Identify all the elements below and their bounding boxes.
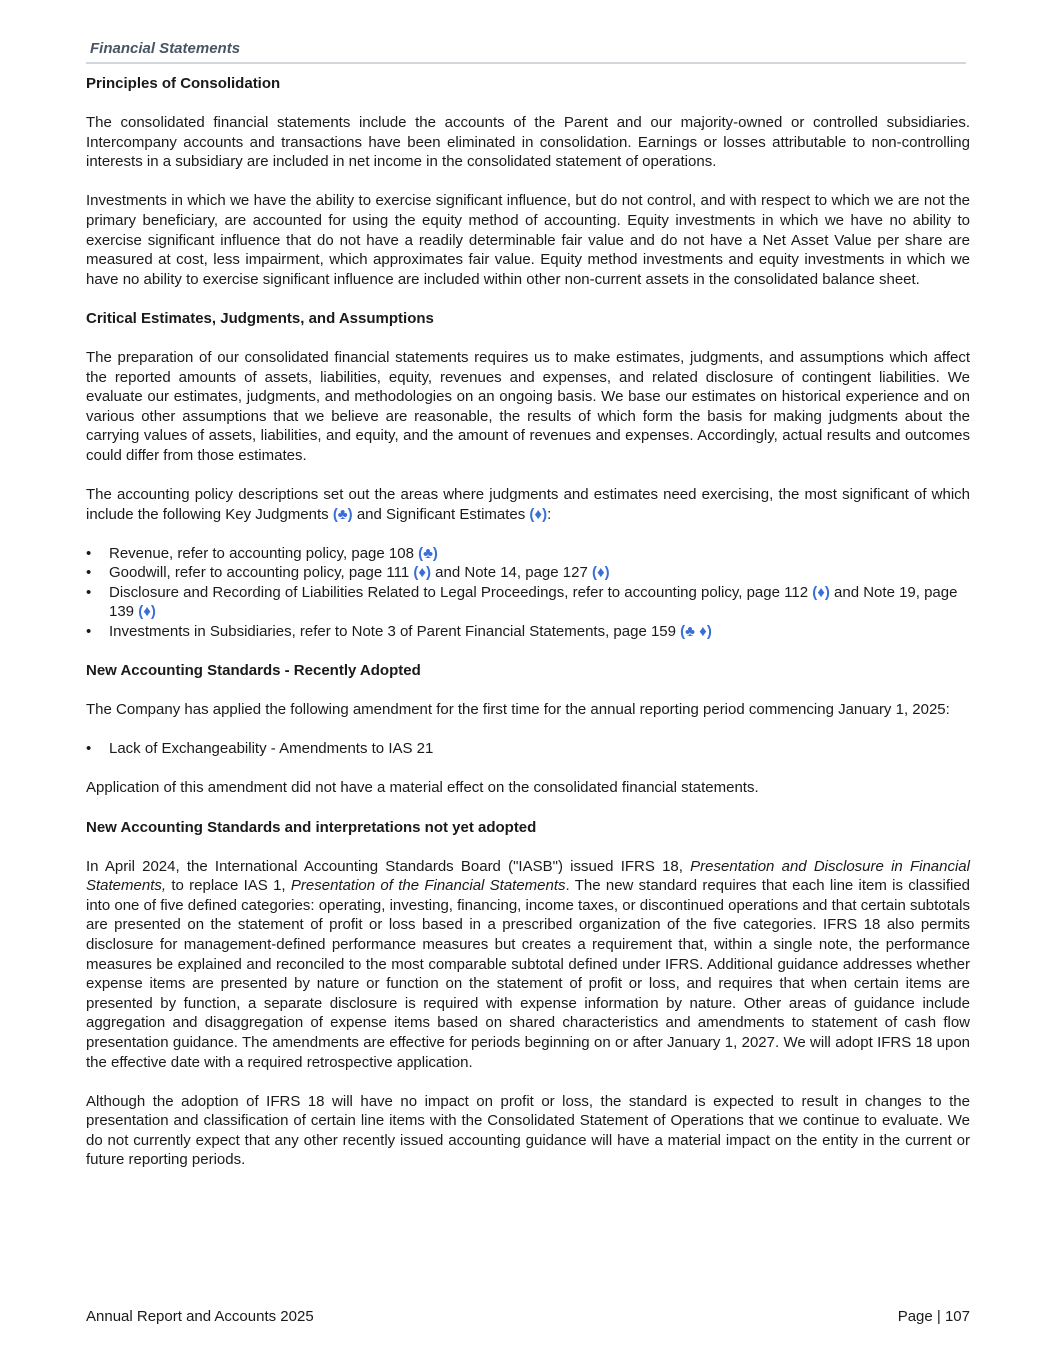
text-run: : [547, 505, 552, 523]
list-item-text: Investments in Subsidiaries, refer to Note 3 of Parent Financial Statements, page 159 [109, 623, 681, 641]
text-run: In April 2024, the International Accounting Standards Board ("IASB") issued IFRS 18, [86, 857, 691, 875]
paragraph: The consolidated financial statements include the accounts of the Parent and our majority-owned or controlled subsidiaries. Intercompany accounts and transactions have been eliminated in consolidation. Earnings or losses attributable to non-controlling interests in a subsidiary are included in net income in the consolidated statement of operations. [86, 114, 970, 171]
key-areas-list [86, 544, 970, 642]
list-item-text: Revenue, refer to accounting policy, page 108 [109, 544, 419, 562]
significant-estimate-marker: (♦) [812, 583, 830, 601]
key-judgment-marker: (♣) [418, 544, 438, 562]
paragraph: Investments in which we have the ability to exercise significant influence, but do not control, and with respect to which we are not the primary beneficiary, are accounted for using the equity method of accounting. Equity investments in which we have no ability to exercise significant influence that do not have a readily determinable fair value and do not have a Net Asset Value per share are measured at cost, less impairment, which approximates fair value. Equity method investments and equity investments in which we have no ability to exercise significant influence are included within other non-current assets in the consolidated balance sheet. [86, 192, 970, 288]
list-item-text: Disclosure and Recording of Liabilities Related to Legal Proceedings, refer to accounting policy, page 112 [109, 583, 813, 601]
list-item [86, 622, 970, 642]
list-item-text: and Note 19, page 139 [109, 583, 958, 621]
heading-not-yet-adopted: New Accounting Standards and interpretations not yet adopted [86, 818, 537, 836]
amendments-list [86, 739, 970, 759]
report-title: Annual Report and Accounts 2025 [86, 1308, 314, 1325]
list-item-text: Goodwill, refer to accounting policy, page 111 [109, 564, 414, 582]
significant-estimate-marker: (♦) [413, 564, 431, 582]
significant-estimate-marker: (♦) [591, 564, 610, 582]
paragraph: The preparation of our consolidated financial statements requires us to make estimates, judgments, and assumptions which affect the reported amounts of assets, liabilities, equity, revenues and expenses, and related disclosure of contingent liabilities. We evaluate our estimates, judgments, and methodologies on an ongoing basis. We base our estimates on historical experience and on various other assumptions that we believe are reasonable, the results of which form the basis for making judgments about the carrying values of assets, liabilities, and equity, and the amount of revenues and expenses. Accordingly, actual results and outcomes could differ from those estimates. [86, 348, 970, 464]
paragraph: Although the adoption of IFRS 18 will have no impact on profit or loss, the standard is expected to result in changes to the presentation and classification of certain line items with the Consolidated Statement of Operations that we continue to evaluate. We do not currently expect that any other recently issued accounting guidance will have a material impact on the entity in the current or future reporting periods. [86, 1092, 970, 1169]
page-header [90, 40, 966, 57]
list-item [86, 583, 970, 622]
significant-estimate-marker: (♦) [138, 603, 156, 621]
key-judgment-marker: (♣) [332, 505, 353, 523]
list-item [86, 544, 970, 564]
paragraph: Application of this amendment did not have a material effect on the consolidated financial statements. [86, 779, 759, 797]
text-run: . The new standard requires that each line item is classified into one of five defined categories: operating, investing, financing, income taxes, or discontinued operations and that certain subtotals are presented on the statement of profit or loss based in a prescribed organization of the five categories. IFRS 18 also permits disclosure for management-defined performance measures but creates a requirement that, within a single note, the performance measures be explained and reconciled to the most comparable subtotal defined under IFRS. Additional guidance addresses whether expense items are presented by nature or function on the statement of profit or loss, and requires that when certain items are presented by function, a separate disclosure is required with expense information by nature. Other areas of guidance include aggregation and disaggregation of expense items based on shared characteristics and amendments to statement of cash flow presentation guidance. The amendments are effective for periods beginning on or after January 1, 2027. We will adopt IFRS 18 upon the effective date with a required retrospective application. [86, 877, 970, 1071]
text-run: to replace IAS 1, [166, 877, 291, 895]
judgment-and-estimate-marker: (♣ ♦) [680, 623, 712, 641]
text-run: The accounting policy descriptions set out the areas where judgments and estimates need exercising, the most significant of which include the following Key Judgments [86, 486, 970, 523]
bullet-icon: • [86, 740, 92, 758]
paragraph: The Company has applied the following amendment for the first time for the annual reporting period commencing January 1, 2025: [86, 701, 950, 719]
significant-estimate-marker: (♦) [529, 505, 548, 523]
list-item-text: Lack of Exchangeability - Amendments to IAS 21 [109, 740, 434, 758]
text-run: and Significant Estimates [352, 505, 530, 523]
bullet-icon: • [86, 544, 92, 562]
heading-recently-adopted: New Accounting Standards - Recently Adopted [86, 662, 421, 680]
bullet-icon: • [86, 564, 92, 582]
paragraph [86, 485, 970, 524]
list-item-text: and Note 14, page 127 [431, 564, 592, 582]
heading-principles-of-consolidation: Principles of Consolidation [86, 75, 281, 92]
bullet-icon: • [86, 583, 92, 601]
paragraph [86, 857, 970, 1073]
header-title: Financial Statements [90, 40, 241, 57]
page-number: Page | 107 [897, 1308, 970, 1325]
list-item [86, 739, 970, 759]
heading-critical-estimates: Critical Estimates, Judgments, and Assumptions [86, 309, 434, 327]
document-body [86, 74, 970, 1170]
header-divider [86, 62, 966, 64]
list-item [86, 563, 970, 583]
bullet-icon: • [86, 623, 92, 641]
italic-title: Presentation of the Financial Statements [290, 877, 566, 895]
italic-title: Presentation and Disclosure in Financial Statements, [86, 857, 970, 895]
